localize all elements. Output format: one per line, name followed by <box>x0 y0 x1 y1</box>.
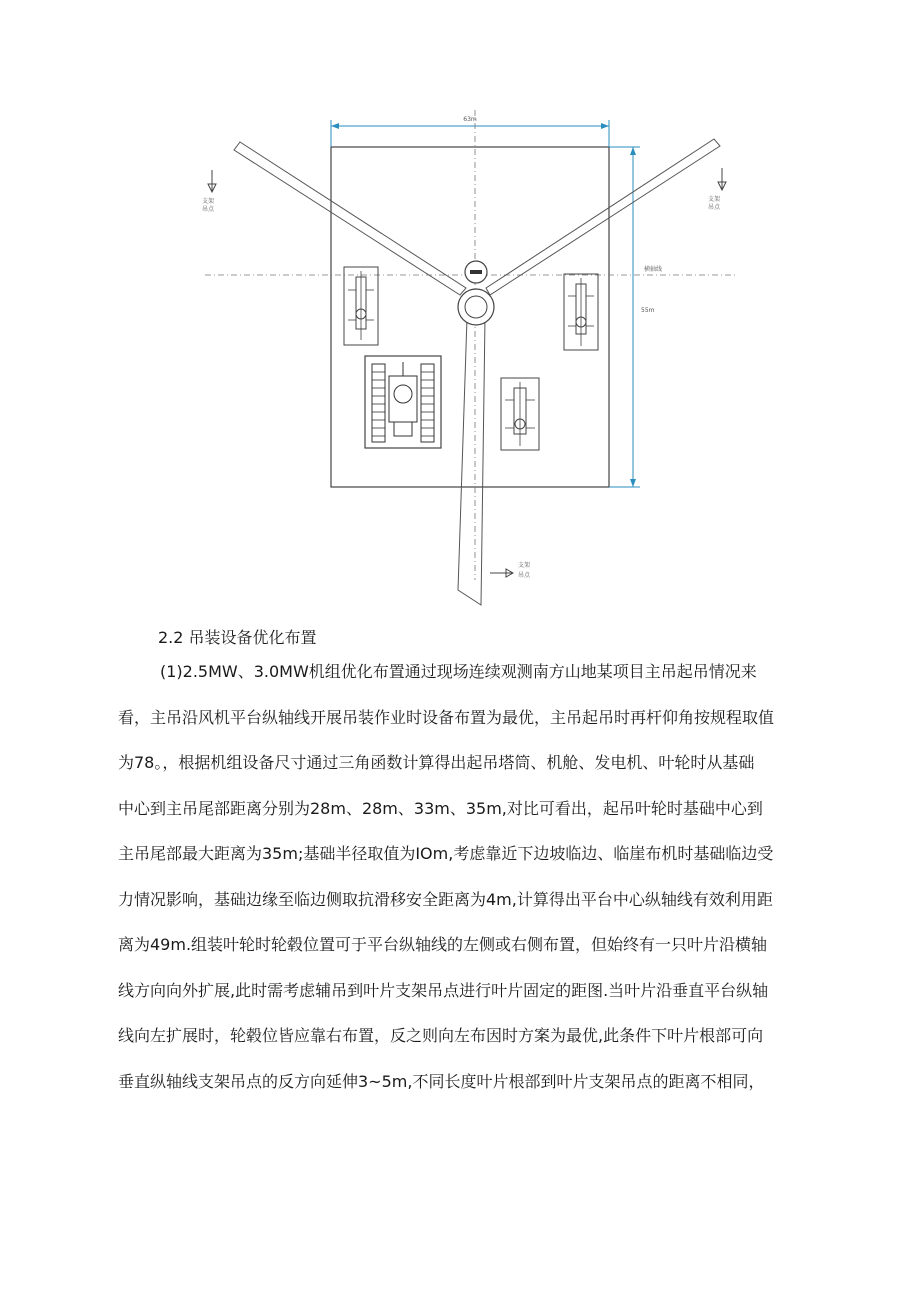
crane-layout-diagram <box>200 100 740 610</box>
width-dimension-label: 63m <box>463 116 477 123</box>
paragraph-line: 力情况影响，基础边缘至临边侧取抗滑移安全距离为4m,计算得出平台中心纵轴线有效利用距 <box>118 889 773 909</box>
blade-right <box>486 139 720 295</box>
paragraph-line: 中心到主吊尾部距离分别为28m、28m、33m、35m,对比可看出，起吊叶轮时基础中心到 <box>118 798 763 818</box>
support-point-left <box>202 170 216 213</box>
svg-text:吊点: 吊点 <box>202 206 215 213</box>
paragraph-line: (1)2.5MW、3.0MW机组优化布置通过现场连续观测南方山地某项目主吊起吊情况来 <box>160 662 757 681</box>
nacelle-mark <box>470 270 482 274</box>
height-dimension-label: 55m <box>641 307 655 314</box>
paragraph-line: 垂直纵轴线支架吊点的反方向延伸3~5m,不同长度叶片根部到叶片支架吊点的距离不相同， <box>118 1071 765 1091</box>
section-number: 2.2 <box>158 628 184 647</box>
aux-crane-right <box>564 274 598 350</box>
body-paragraph <box>118 649 818 1104</box>
paragraph-line: 线向左扩展时，轮毂位皆应靠右布置，反之则向左布因时方案为最优,此条件下叶片根部可向 <box>118 1026 764 1045</box>
support-point-bottom <box>490 561 531 579</box>
paragraph-line: 主吊尾部最大距离为35m;基础半径取值为IOm,考虑靠近下边坡临边、临崖布机时基础临边受 <box>118 844 774 863</box>
svg-text:支架: 支架 <box>202 198 215 205</box>
svg-text:吊点: 吊点 <box>708 204 721 211</box>
svg-text:支架: 支架 <box>518 562 531 569</box>
transverse-axis-label: 横轴线 <box>644 266 663 273</box>
aux-crane-lower <box>501 378 539 450</box>
paragraph-line: 离为49m.组装叶轮时轮毂位置可于平台纵轴线的左侧或右侧布置，但始终有一只叶片沿横轴 <box>118 935 768 954</box>
blade-left <box>234 142 466 295</box>
aux-crane-left <box>344 267 378 345</box>
svg-text:吊点: 吊点 <box>518 572 531 579</box>
paragraph-line: 为78。，根据机组设备尺寸通过三角函数计算得出起吊塔筒、机舱、发电机、叶轮时从基础 <box>118 753 755 772</box>
paragraph <box>118 649 818 1104</box>
blade-bottom <box>458 318 485 605</box>
paragraph-line: 看，主吊沿风机平台纵轴线开展吊装作业时设备布置为最优，主吊起吊时再杆仰角按规程取值 <box>118 707 775 727</box>
hub-outer <box>458 289 494 325</box>
paragraph-line: 线方向向外扩展,此时需考虑辅吊到叶片支架吊点进行叶片固定的距图.当叶片沿垂直平台纵轴 <box>118 980 769 1000</box>
diagram-svg <box>200 100 740 610</box>
main-crawler-crane <box>365 356 441 448</box>
section-heading <box>158 626 317 650</box>
section-title: 吊装设备优化布置 <box>188 628 317 647</box>
support-point-right <box>708 168 726 211</box>
svg-text:支架: 支架 <box>708 196 721 203</box>
